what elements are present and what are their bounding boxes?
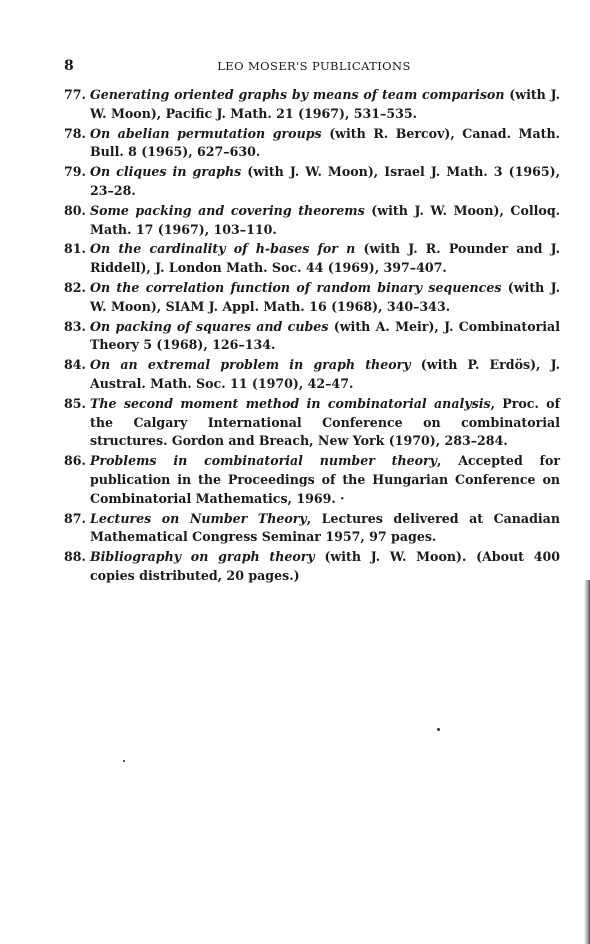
entry-title: Bibliography on graph theory: [90, 549, 315, 565]
scan-speck: [123, 760, 125, 762]
entry-title: On cliques in graphs: [90, 164, 242, 180]
scan-speck: [437, 728, 440, 731]
publication-entry: [64, 510, 560, 548]
publication-entry: [64, 318, 560, 356]
entry-title: Some packing and covering theorems: [90, 202, 365, 218]
entry-citation: , Lectures delivered at Canadian Mathematical Congress Seminar 1957, 97 pages.: [90, 510, 560, 545]
entry-citation: (with J. W. Moon). (About 400 copies distributed, 20 pages.): [90, 549, 560, 583]
entry-title: Problems in combinatorial number theory: [90, 453, 437, 469]
entry-title: On the cardinality of h-bases for n: [90, 241, 356, 257]
scan-edge-shadow: [584, 580, 590, 944]
page-header: [64, 58, 564, 76]
entry-title: The second moment method in combinatorial analysis: [90, 395, 491, 411]
entry-title: On abelian permutation groups: [90, 125, 322, 141]
publication-entry: [64, 86, 560, 124]
entry-citation: (with J. R. Pounder and J. Riddell), J. London Math. Soc. 44 (1969), 397–407.: [90, 241, 560, 276]
publication-entry: [64, 163, 560, 201]
publication-entry: [64, 452, 560, 508]
entry-title: Generating oriented graphs by means of team comparison: [90, 87, 505, 102]
entry-number: 77.: [64, 87, 86, 102]
publication-entry: [64, 240, 560, 278]
entry-citation: (with J. W. Moon), Colloq. Math. 17 (1967), 103–110.: [90, 202, 561, 237]
entry-number: 86.: [64, 453, 86, 469]
entry-citation: (with P. Erdös), J. Austral. Math. Soc. 11 (1970), 42–47.: [90, 357, 560, 391]
entry-citation: (with J. W. Moon), Pacific J. Math. 21 (1967), 531–535.: [90, 87, 560, 121]
page-number: 8: [64, 58, 74, 74]
entry-number: 88.: [64, 549, 86, 565]
entry-citation: (with R. Bercov), Canad. Math. Bull. 8 (1965), 627–630.: [90, 125, 561, 160]
running-head: LEO MOSER'S PUBLICATIONS: [217, 59, 411, 73]
publication-entry: [64, 548, 560, 586]
entry-citation: (with A. Meir), J. Combinatorial Theory 5 (1968), 126–134.: [90, 318, 561, 353]
entry-citation: , Accepted for publication in the Proceedings of the Hungarian Conference on Combinatorial Mathematics, 1969. ·: [90, 453, 561, 506]
entry-number: 87.: [64, 510, 86, 526]
publication-list: [64, 86, 560, 587]
entry-number: 83.: [64, 318, 86, 334]
publication-entry: [64, 202, 560, 240]
entry-title: On an extremal problem in graph theory: [90, 357, 411, 373]
entry-title: Lectures on Number Theory: [90, 510, 307, 526]
entry-number: 81.: [64, 241, 86, 257]
publication-entry: [64, 125, 560, 163]
entry-number: 84.: [64, 357, 86, 373]
entry-number: 79.: [64, 164, 86, 180]
entry-number: 82.: [64, 279, 86, 295]
entry-citation: (with J. W. Moon), SIAM J. Appl. Math. 16 (1968), 340–343.: [90, 279, 560, 314]
publication-entry: [64, 395, 560, 451]
entry-citation: , Proc. of the Calgary International Conference on combinatorial structures. Gordon and Breach, New York (1970), 283–284.: [90, 395, 560, 449]
entry-number: 85.: [64, 395, 86, 411]
entry-title: On the correlation function of random binary sequences: [90, 279, 502, 295]
publication-entry: [64, 356, 560, 394]
entry-number: 78.: [64, 125, 86, 141]
entry-number: 80.: [64, 202, 86, 218]
entry-citation: (with J. W. Moon), Israel J. Math. 3 (1965), 23–28.: [90, 164, 560, 198]
publication-entry: [64, 279, 560, 317]
entry-title: On packing of squares and cubes: [90, 318, 329, 334]
